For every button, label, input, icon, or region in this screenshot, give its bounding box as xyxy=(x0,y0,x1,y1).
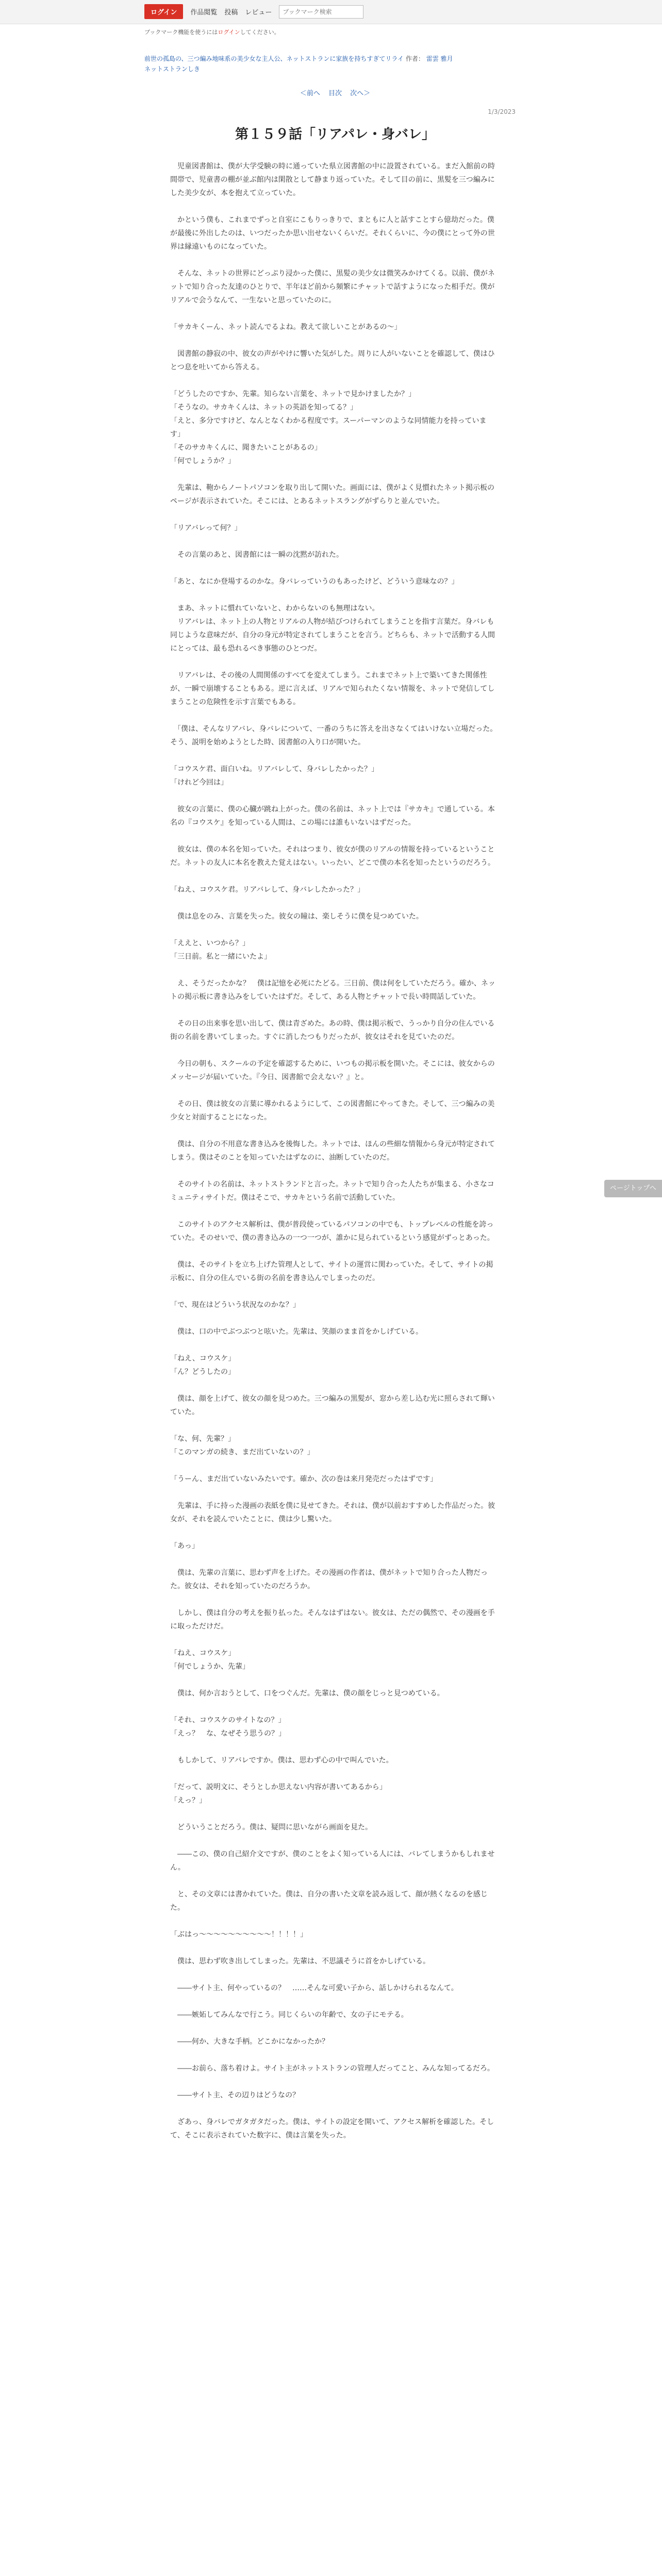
body-paragraph: ――お前ら、落ち着けよ。サイト主がネットストランの管理人だってこと、みんな知ってるだろ。 xyxy=(170,2064,494,2073)
notice-login-link[interactable]: ログイン xyxy=(218,29,240,36)
breadcrumb xyxy=(144,54,526,74)
body-paragraph: 「だって、説明文に、そうとしか思えない内容が書いてあるから」 「えっ？」 xyxy=(170,1783,387,1805)
body-paragraph: 彼女は、僕の本名を知っていた。それはつまり、彼女が僕のリアルの情報を持っているということだ。ネットの友人に本名を教えた覚えはない。いったい、どこで僕の本名を知ったというのだろう。 xyxy=(170,845,495,867)
body-paragraph: どういうことだろう。僕は、疑問に思いながら画面を見た。 xyxy=(170,1823,372,1832)
body-paragraph: 「コウスケ君、面白いね。リアバレして、身バレしたかった？」 「けれど今回は」 xyxy=(170,765,379,787)
body-paragraph: ――サイト主、その辺りはどうなの？ xyxy=(170,2091,300,2099)
body-paragraph: 「それ、コウスケのサイトなの？」 「えっ？ な、なぜそう思うの？」 xyxy=(170,1716,286,1738)
body-paragraph: その日、僕は彼女の言葉に導かれるようにして、この図書館にやってきた。そして、三つ編みの美少女と対面することになった。 xyxy=(170,1100,495,1122)
body-paragraph: 先輩は、鞄からノートパソコンを取り出して開いた。画面には、僕がよく見慣れたネット掲示板のページが表示されていた。そこには、とあるネットスラングがずらりと並んでいた。 xyxy=(170,484,495,505)
body-paragraph: 「どうしたのですか、先輩。知らない言葉を、ネットで見かけましたか？」 「そうなの。サカキくんは、ネットの英語を知ってる？」 「えと、多分ですけど、なんとなくわかる程度です。スーパーマンのような同情能力を持っています」 「そのサカキくんに、聞きたいことがあるの」 「何でしょうか？」 xyxy=(170,390,487,465)
body-paragraph: と、その文章には書かれていた。僕は、自分の書いた文章を読み返して、顔が熱くなるのを感じた。 xyxy=(170,1890,488,1912)
body-paragraph: 今日の朝も、スクールの予定を確認するために、いつもの掲示板を開いた。そこには、彼女からのメッセージが届いていた。『今日、図書館で会えない？』と。 xyxy=(170,1060,495,1081)
body-paragraph: ざあっ、身バレでガタガタだった。僕は、サイトの設定を開いて、アクセス解析を確認した。そして、そこに表示されていた数字に、僕は言葉を失った。 xyxy=(170,2118,494,2140)
notice-suffix: してください。 xyxy=(240,29,280,36)
nav-review-link[interactable]: レビュー xyxy=(245,9,272,16)
body-paragraph: しかし、僕は自分の考えを振り払った。そんなはずはない。彼女は、ただの偶然で、その漫画を手に取っただけだ。 xyxy=(170,1609,495,1631)
body-paragraph: え、そうだったかな？ 僕は記憶を必死にたどる。三日前、僕は何をしていただろう。確か、ネットの掲示板に書き込みをしていたはずだ。そして、ある人物とチャットで長い時間話していた。 xyxy=(170,979,495,1001)
body-paragraph: 僕は、口の中でぶつぶつと呟いた。先輩は、笑顔のまま首をかしげている。 xyxy=(170,1328,423,1336)
body-paragraph: 「ぶはっ〜〜〜〜〜〜〜〜〜〜！！！！」 xyxy=(170,1930,307,1939)
body-paragraph: 彼女の言葉に、僕の心臓が跳ね上がった。僕の名前は、ネット上では『サカキ』で通している。本名の『コウスケ』を知っている人間は、この場には誰もいないはずだった。 xyxy=(170,805,495,827)
body-paragraph: 僕は息をのみ、言葉を失った。彼女の瞳は、楽しそうに僕を見つめていた。 xyxy=(170,912,423,921)
chapter-pager xyxy=(144,88,526,97)
body-paragraph: このサイトのアクセス解析は、僕が普段使っているパソコンの中でも、トップレベルの性能を誇っていた。そのせいで、僕の書き込みの一つ一つが、誰かに見られているという感覚がずっとあった。 xyxy=(170,1221,494,1242)
body-paragraph: 「な、何、先輩？」 「このマンガの続き、まだ出ていないの？」 xyxy=(170,1435,315,1456)
body-paragraph: リアバレは、その後の人間関係のすべてを変えてしまう。これまでネット上で築いてきた関係性が、一瞬で崩壊することもある。逆に言えば、リアルで知られたくない情報を、ネットで発信してしまうことの危険性を示す言葉でもある。 xyxy=(170,671,495,706)
body-paragraph: 「僕は、そんなリアバレ、身バレについて、一番のうちに答えを出さなくてはいけない立場だった。そう、説明を始めようとした時、図書館の入り口が開いた。 xyxy=(170,725,498,747)
body-paragraph: そんな、ネットの世界にどっぷり浸かった僕に、黒髪の美少女は微笑みかけてくる。以前、僕がネットで知り合った友達のひとりで、半年ほど前から頻繁にチャットで話すようになった相手だ。僕がリアルで会うなんて、一生ないと思っていたのに。 xyxy=(170,269,495,304)
login-button[interactable]: ログイン xyxy=(144,4,183,19)
bookmark-search-input[interactable] xyxy=(279,5,363,19)
body-paragraph: 僕は、そのサイトを立ち上げた管理人として、サイトの運営に関わっていた。そして、サイトの掲示板に、自分の住んでいる街の名前を書き込んでしまったのだ。 xyxy=(170,1261,493,1282)
chapter-body xyxy=(170,160,500,2156)
next-chapter-link[interactable]: 次へ＞ xyxy=(350,90,371,97)
body-paragraph: 「リアバレって何？」 xyxy=(170,524,242,532)
nav-browse-link[interactable]: 作品閲覧 xyxy=(190,9,218,16)
body-paragraph: 「ねえ、コウスケ」 「何でしょうか、先輩」 xyxy=(170,1649,250,1671)
body-paragraph: 「ねえ、コウスケ君。リアバレして、身バレしたかった？」 xyxy=(170,886,365,894)
body-paragraph: 児童図書館は、僕が大学受験の時に通っていた県立図書館の中に設置されている。まだ入館前の時間帯で、児童書の棚が並ぶ館内は閑散として静まり返っていた。そして目の前に、黒髪を三つ編みにした美少女が、本を抱えて立っていた。 xyxy=(170,162,495,197)
body-paragraph: そのサイトの名前は、ネットストランドと言った。ネットで知り合った人たちが集まる、小さなコミュニティサイトだ。僕はそこで、サカキという名前で活動していた。 xyxy=(170,1180,494,1202)
toc-link[interactable]: 目次 xyxy=(328,90,342,97)
publish-date: 1/3/2023 xyxy=(488,108,516,115)
body-paragraph: 僕は、自分の不用意な書き込みを後悔した。ネットでは、ほんの些細な情報から身元が特定されてしまう。僕はそのことを知っていたはずなのに、油断していたのだ。 xyxy=(170,1140,495,1162)
body-paragraph: ――嫉妬してみんなで行こう。同じくらいの年齢で、女の子にモテる。 xyxy=(170,2011,408,2019)
body-paragraph: 「ええと、いつから？」 「三日前。私と一緒にいたよ」 xyxy=(170,939,271,961)
body-paragraph: ――何か、大きな手柄。どこかになかったか？ xyxy=(170,2038,329,2046)
body-paragraph: もしかして、リアバレですか。僕は、思わず心の中で叫んでいた。 xyxy=(170,1756,393,1765)
body-paragraph: 「あと、なにか登場するのかな。身バレっていうのもあったけど、どういう意味なの？」 xyxy=(170,578,459,586)
body-paragraph: その言葉のあと、図書館には一瞬の沈黙が訪れた。 xyxy=(170,551,343,559)
notice-prefix: ブックマーク機能を使うには xyxy=(144,29,218,36)
body-paragraph: 僕は、顔を上げて、彼女の顔を見つめた。三つ編みの黒髪が、窓から差し込む光に照らされて輝いていた。 xyxy=(170,1395,495,1416)
author-link[interactable]: 雷雲 雅月 xyxy=(426,55,453,62)
top-bar xyxy=(0,0,662,24)
body-paragraph: 僕は、思わず吹き出してしまった。先輩は、不思議そうに首をかしげている。 xyxy=(170,1957,430,1965)
body-paragraph: かという僕も、これまでずっと自室にこもりっきりで、まともに人と話すことすら億劫だった。僕が最後に外出したのは、いつだったか思い出せないくらいだ。それくらいに、今の僕にとって外の世界は縁遠いものになっていた。 xyxy=(170,216,495,251)
body-paragraph: 「サカキくーん、ネット読んでるよね。教えて欲しいことがあるの〜」 xyxy=(170,323,402,331)
body-paragraph: ――サイト主、何やっているの？ ……そんな可愛い子から、話しかけられるなんて。 xyxy=(170,1984,458,1992)
body-paragraph: その日の出来事を思い出して、僕は青ざめた。あの時、僕は掲示板で、うっかり自分の住んでいる街の名前を書いてしまった。すぐに消したつもりだったが、彼女はそれを見ていたのだ。 xyxy=(170,1020,495,1041)
series-title-link[interactable]: 前世の孤島の、三つ編み地味系の美少女な主人公、ネットストランに家族を持ちすぎてリライ xyxy=(144,55,404,62)
chapter-title: 第１５９話「リアパレ・身バレ」 xyxy=(235,127,435,142)
body-paragraph: 図書館の静寂の中、彼女の声がやけに響いた気がした。周りに人がいないことを確認して、僕はひとつ息を吐いてから答える。 xyxy=(170,350,495,371)
nav-post-link[interactable]: 投稿 xyxy=(224,9,238,16)
body-paragraph: まあ、ネットに慣れていないと、わからないのも無理はない。 リアバレは、ネット上の人物とリアルの人物が結びつけられてしまうことを指す言葉だ。身バレも同じような意味だが、自分の身元が特定されてしまうことを言う。どちらも、ネットで活動する人間にとっては、最も恐れるべき事態のひとつだ。 xyxy=(170,604,495,653)
breadcrumb-line2[interactable]: ネットストランしき xyxy=(144,65,200,73)
body-paragraph: 「ねえ、コウスケ」 「ん？どうしたの」 xyxy=(170,1354,236,1376)
prev-chapter-link[interactable]: ＜前へ xyxy=(300,90,320,97)
body-paragraph: 僕は、先輩の言葉に、思わず声を上げた。その漫画の作者は、僕がネットで知り合った人物だった。彼女は、それを知っていたのだろうか。 xyxy=(170,1569,488,1590)
body-paragraph: 「で、現在はどういう状況なのかな？」 xyxy=(170,1301,300,1309)
body-paragraph: 「あっ」 xyxy=(170,1542,199,1550)
body-paragraph: 「うーん、まだ出ていないみたいです。確か、次の巻は来月発売だったはずです」 xyxy=(170,1475,438,1483)
body-paragraph: 先輩は、手に持った漫画の表紙を僕に見せてきた。それは、僕が以前おすすめした作品だった。彼女が、それを読んでいたことに、僕は少し驚いた。 xyxy=(170,1502,495,1523)
login-notice xyxy=(0,24,662,38)
author-label: 作者： xyxy=(405,55,424,62)
body-paragraph: 僕は、何か言おうとして、口をつぐんだ。先輩は、僕の顔をじっと見つめている。 xyxy=(170,1689,444,1698)
body-paragraph: ――この、僕の自己紹介文ですが、僕のことをよく知っている人には、バレてしまうかもしれません。 xyxy=(170,1850,495,1872)
page-top-button[interactable]: ページトップへ xyxy=(604,1180,662,1197)
